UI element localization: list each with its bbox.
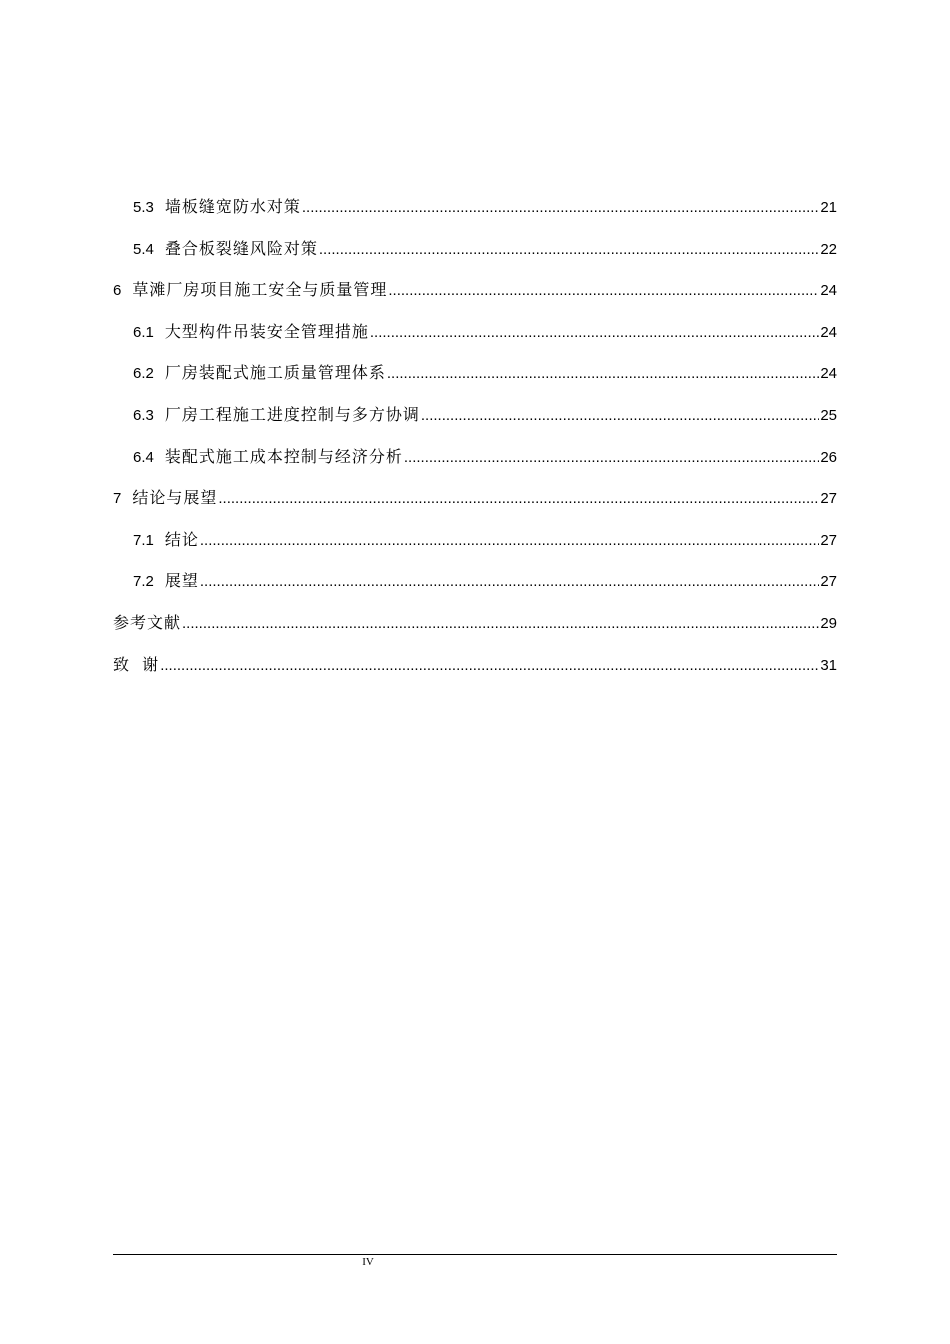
table-of-contents bbox=[113, 186, 837, 685]
toc-entry-number: 7.2 bbox=[133, 573, 154, 591]
toc-entry-title: 草滩厂房项目施工安全与质量管理 bbox=[132, 280, 388, 300]
toc-entry-page: 27 bbox=[820, 573, 837, 591]
toc-dot-leader bbox=[421, 395, 819, 437]
toc-entry[interactable] bbox=[113, 311, 837, 353]
toc-entry-page: 24 bbox=[820, 323, 837, 341]
toc-entry[interactable] bbox=[113, 394, 837, 436]
toc-entry-title: 大型构件吊装安全管理措施 bbox=[164, 321, 369, 341]
toc-entry[interactable] bbox=[113, 269, 837, 311]
toc-dot-leader bbox=[388, 270, 819, 312]
toc-entry-page: 26 bbox=[820, 448, 837, 466]
toc-entry-title: 厂房工程施工进度控制与多方协调 bbox=[164, 404, 420, 424]
toc-dot-leader bbox=[218, 478, 819, 520]
toc-entry-page: 24 bbox=[820, 282, 837, 300]
toc-entry-number: 6.4 bbox=[133, 448, 154, 466]
toc-entry-title: 结论 bbox=[164, 529, 199, 549]
toc-entry-page: 29 bbox=[820, 614, 837, 632]
toc-entry-title: 展望 bbox=[164, 571, 199, 591]
toc-entry-title: 墙板缝宽防水对策 bbox=[164, 197, 301, 216]
toc-entry-title: 参考文献 bbox=[113, 612, 182, 632]
toc-entry-number: 6.2 bbox=[133, 365, 154, 383]
toc-entry[interactable] bbox=[113, 228, 837, 270]
toc-entry-page: 31 bbox=[820, 656, 837, 674]
toc-dot-leader bbox=[302, 187, 819, 229]
toc-entry-number: 6.3 bbox=[133, 406, 154, 424]
toc-entry-title: 结论与展望 bbox=[132, 488, 218, 508]
toc-entry-number: 7.1 bbox=[133, 531, 154, 549]
toc-entry-page: 25 bbox=[820, 406, 837, 424]
toc-entry[interactable] bbox=[113, 352, 837, 394]
toc-dot-leader bbox=[404, 437, 819, 479]
toc-entry[interactable] bbox=[113, 477, 837, 519]
page-number: IV bbox=[362, 1256, 374, 1268]
toc-entry-page: 24 bbox=[820, 365, 837, 383]
toc-entry-title: 装配式施工成本控制与经济分析 bbox=[164, 446, 403, 466]
toc-entry-number: 5.4 bbox=[133, 240, 154, 258]
toc-entry[interactable] bbox=[113, 644, 837, 686]
toc-dot-leader bbox=[319, 229, 819, 271]
toc-entry-number: 6 bbox=[113, 282, 122, 300]
toc-dot-leader bbox=[182, 603, 819, 645]
toc-entry[interactable] bbox=[113, 436, 837, 478]
toc-entry[interactable] bbox=[113, 560, 837, 602]
toc-dot-leader bbox=[200, 520, 819, 562]
toc-entry-title: 厂房装配式施工质量管理体系 bbox=[164, 363, 386, 383]
toc-entry[interactable] bbox=[113, 602, 837, 644]
toc-entry-title: 叠合板裂缝风险对策 bbox=[164, 238, 318, 258]
toc-entry-page: 27 bbox=[820, 490, 837, 508]
toc-entry-number: 7 bbox=[113, 490, 122, 508]
toc-dot-leader bbox=[370, 312, 819, 354]
toc-entry-page: 21 bbox=[820, 199, 837, 216]
toc-entry-number: 5.3 bbox=[133, 199, 154, 216]
toc-entry-title: 致 谢 bbox=[113, 654, 160, 674]
toc-dot-leader bbox=[160, 645, 819, 687]
toc-entry[interactable] bbox=[113, 519, 837, 561]
toc-entry-number: 6.1 bbox=[133, 323, 154, 341]
footer-divider bbox=[113, 1254, 837, 1255]
toc-dot-leader bbox=[200, 561, 819, 603]
toc-entry-page: 27 bbox=[820, 531, 837, 549]
toc-entry-page: 22 bbox=[820, 240, 837, 258]
toc-entry[interactable] bbox=[113, 186, 837, 228]
toc-dot-leader bbox=[387, 353, 819, 395]
